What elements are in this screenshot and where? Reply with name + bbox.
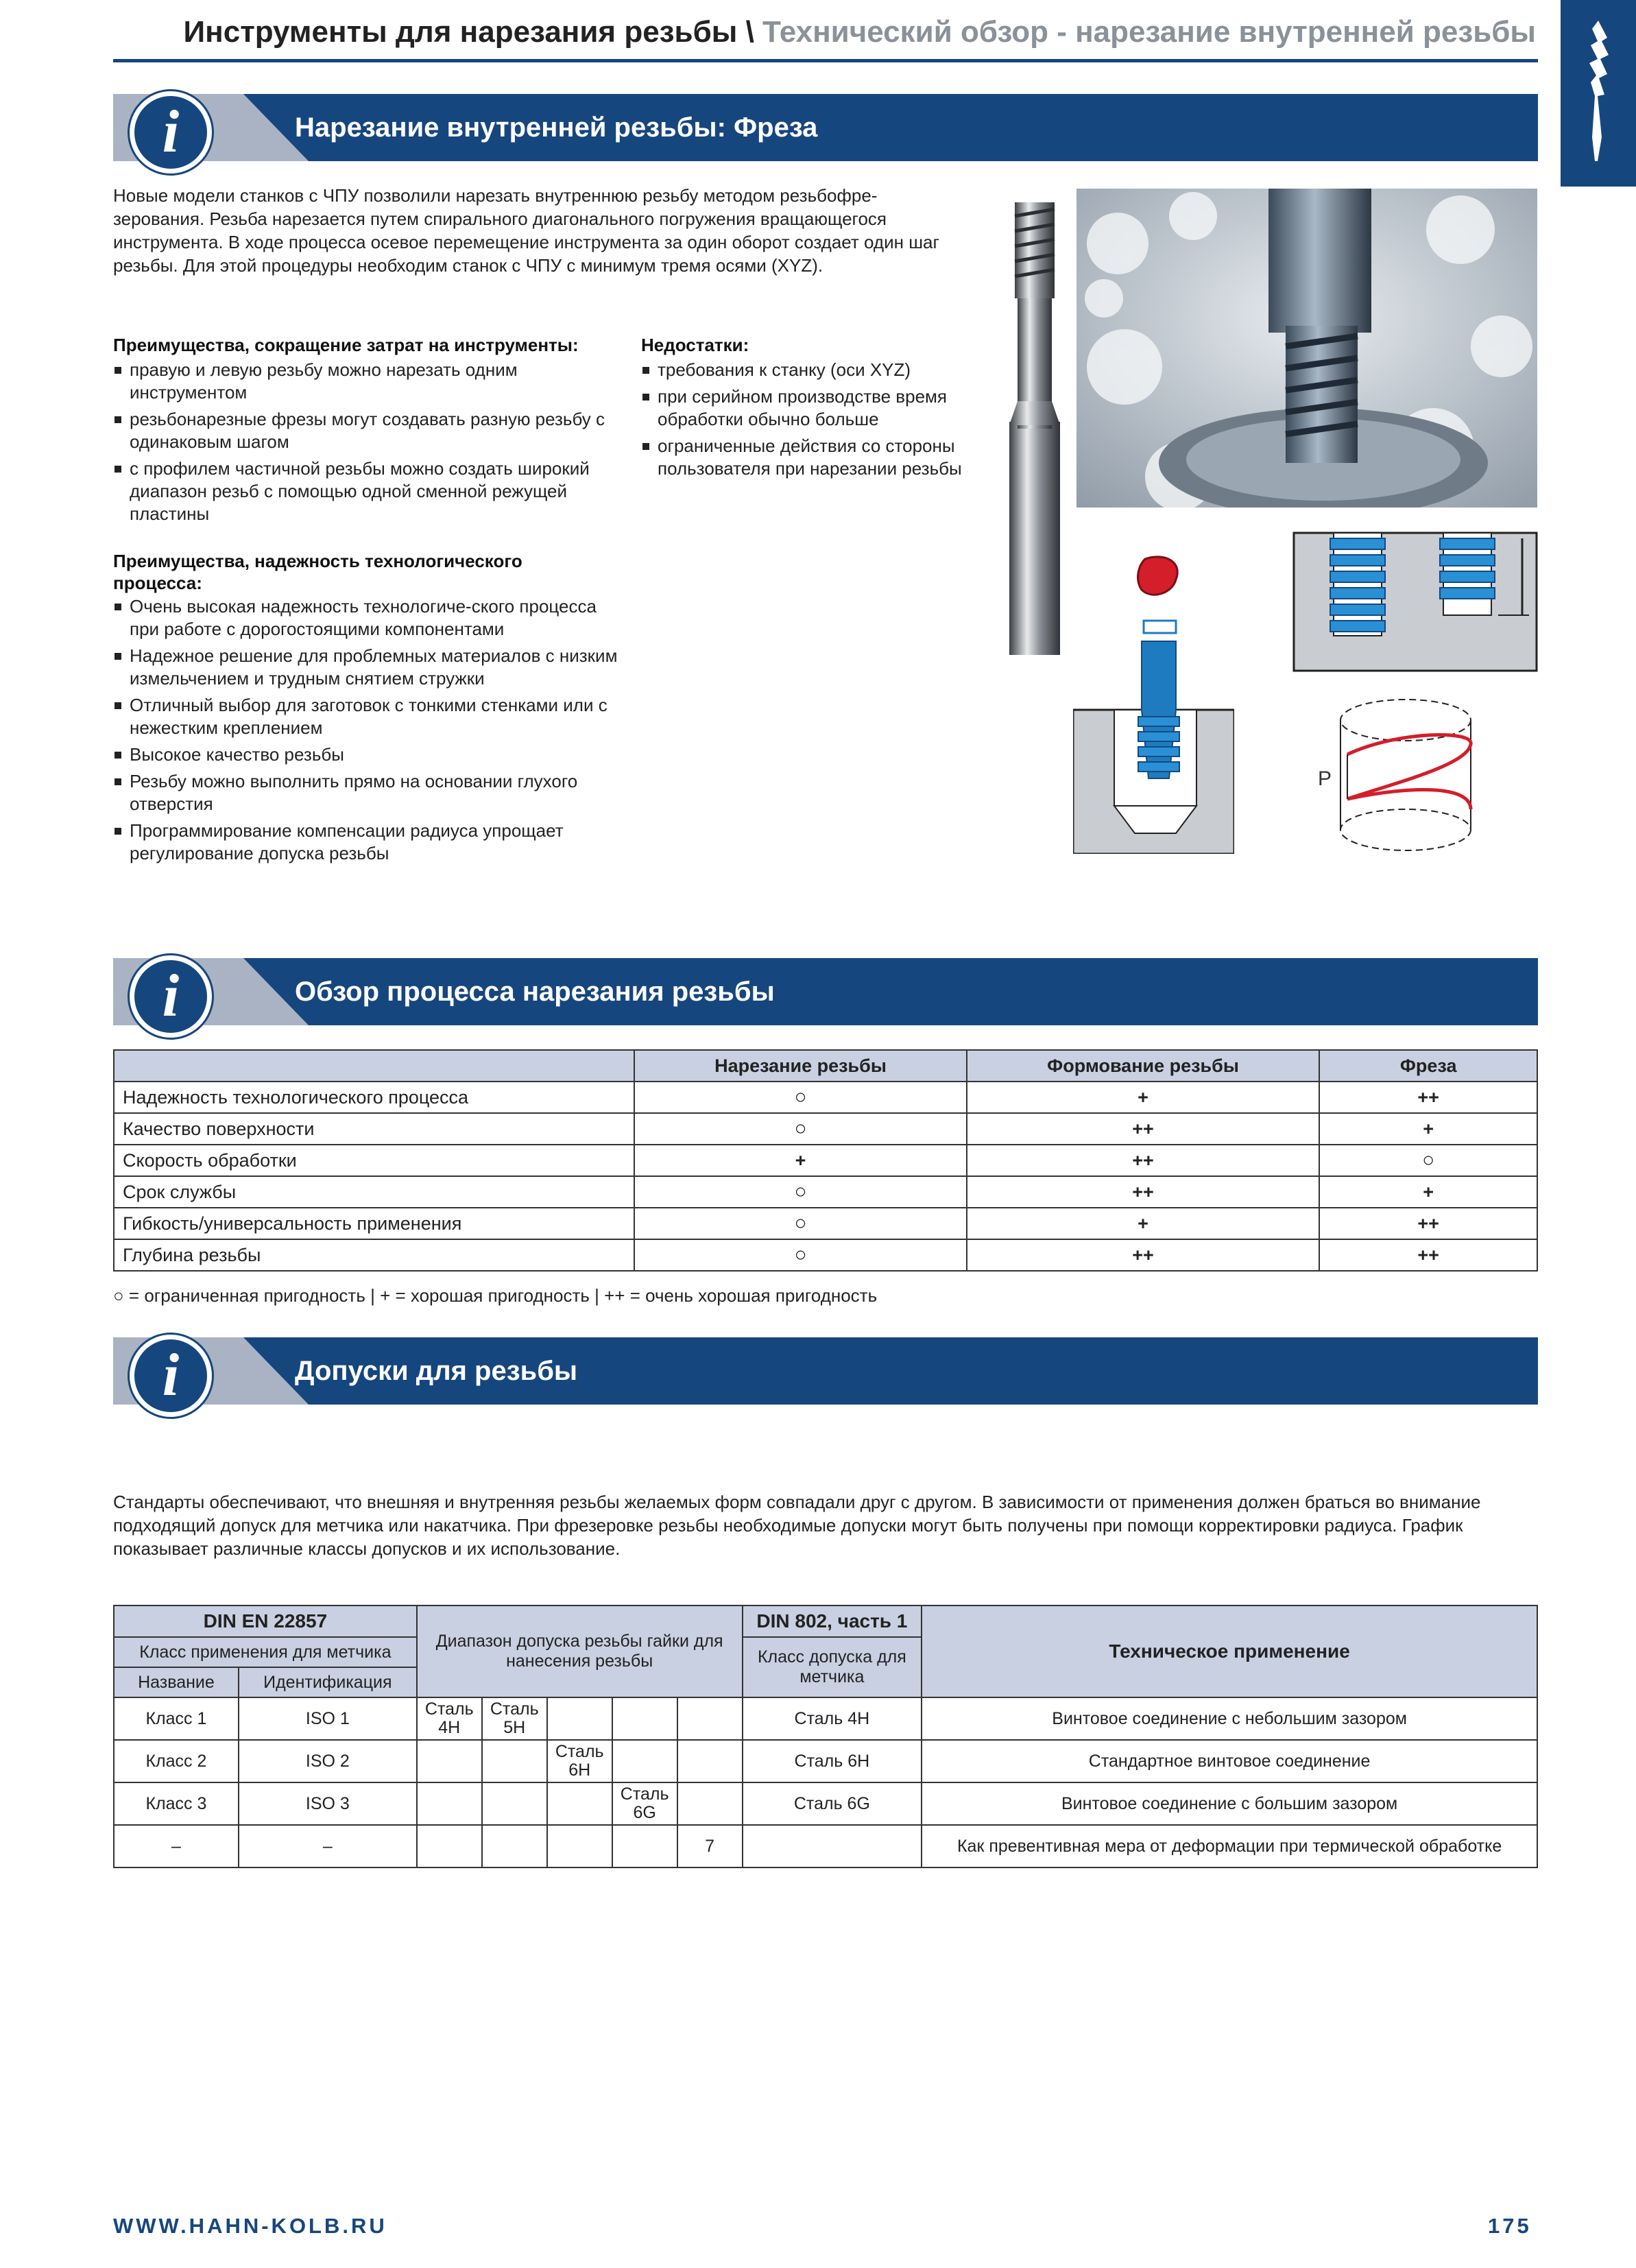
table-cell (612, 1825, 677, 1867)
table-cell (482, 1740, 547, 1782)
table-cell: ISO 3 (239, 1782, 417, 1825)
chapter-tab[interactable] (1561, 0, 1636, 187)
table-cell: – (239, 1825, 417, 1867)
table-cell: Сталь 6G (743, 1782, 922, 1825)
table-cell: + (967, 1082, 1320, 1113)
table-row (114, 1740, 1537, 1782)
table-cell: Класс 1 (114, 1697, 239, 1740)
table-cell: + (634, 1145, 967, 1176)
thread-milling-photo (1076, 189, 1537, 508)
table-cell: ++ (967, 1113, 1320, 1145)
table-header: Нарезание резьбы (634, 1050, 967, 1082)
table-row (114, 1082, 1537, 1113)
disadvantages-block (641, 334, 998, 484)
info-icon: i (130, 1335, 212, 1417)
table-header (114, 1050, 634, 1082)
table-cell (417, 1825, 482, 1867)
tech-app-header: Техническое применение (922, 1605, 1537, 1697)
table-cell: + (1319, 1113, 1537, 1145)
table-row (114, 1145, 1537, 1176)
table-cell: ○ (634, 1208, 967, 1239)
section-title: Обзор процесса нарезания резьбы (295, 977, 775, 1007)
table-cell: Винтовое соединение с большим зазором (922, 1782, 1537, 1825)
section1-intro: Новые модели станков с ЧПУ позволили нарезать внутреннюю резьбу методом резьбофре-зерования. Резьба нарезается путем спирального диагонального погружения вращающегося инструмента. В ходе процесса осевое перемещение инструмента за один оборот создает один шаг резьбы. Для этой процедуры необходим станок с ЧПУ с минимум тремя осями (XYZ). (113, 185, 940, 276)
table-cell: Сталь 4H (743, 1697, 922, 1740)
thread-tolerance-table (113, 1605, 1538, 1868)
table-cell: ++ (967, 1239, 1320, 1271)
advantages-process-heading: Преимущества, надежность технологического процесса: (113, 551, 522, 593)
table-cell: ○ (634, 1176, 967, 1208)
header-sub: Технический обзор - нарезание внутренней резьбы (762, 15, 1536, 49)
table-cell (677, 1697, 743, 1740)
info-icon: i (130, 955, 212, 1038)
table-cell (417, 1782, 482, 1825)
table-cell: Сталь 6G (612, 1782, 677, 1825)
table-cell: – (114, 1825, 239, 1867)
table-row (114, 1239, 1537, 1271)
table-cell (547, 1782, 612, 1825)
table-cell: ++ (967, 1176, 1320, 1208)
table-cell: Класс 3 (114, 1782, 239, 1825)
range-header: Диапазон допуска резьбы гайки для нанесения резьбы (417, 1605, 743, 1697)
section3-intro: Стандарты обеспечивают, что внешняя и внутренняя резьбы желаемых форм совпадали друг с другом. В зависимости от применения должен браться во внимание подходящий допуск для метчика или накатчика. При фрезеровке резьбы необходимые допуски могут быть получены при помощи корректировки радиуса. График показывает различные классы допусков и их использование. (113, 1492, 1481, 1559)
table-cell: Качество поверхности (114, 1113, 634, 1145)
table-cell: Класс 2 (114, 1740, 239, 1782)
helical-path-diagram (1316, 689, 1495, 861)
advantages-tools-list (113, 359, 627, 525)
class-app-header: Класс применения для метчика (114, 1637, 417, 1667)
header-main: Инструменты для нарезания резьбы \ (183, 15, 754, 49)
table-cell (482, 1825, 547, 1867)
advantages-process-block (113, 550, 627, 869)
name-header: Название (114, 1667, 239, 1697)
list-item: Отличный выбор для заготовок с тонкими стенками или с нежестким креплением (113, 694, 627, 739)
table-cell: ○ (1319, 1145, 1537, 1176)
table-cell: Скорость обработки (114, 1145, 634, 1176)
thread-depth-diagram (1292, 532, 1538, 672)
table-cell: ISO 2 (239, 1740, 417, 1782)
disadvantages-list (641, 359, 998, 480)
list-item: Надежное решение для проблемных материалов с низким измельчением и трудным снятием стружки (113, 645, 627, 690)
ident-header: Идентификация (239, 1667, 417, 1697)
list-item: требования к станку (оси XYZ) (641, 359, 998, 381)
table-cell: Сталь 6H (547, 1740, 612, 1782)
list-item: Резьбу можно выполнить прямо на основании глухого отверстия (113, 770, 627, 815)
table-cell: ISO 1 (239, 1697, 417, 1740)
table-cell: Надежность технологического процесса (114, 1082, 634, 1113)
table-cell: 7 (677, 1825, 743, 1867)
info-icon: i (130, 91, 212, 174)
process-comparison-table (113, 1049, 1538, 1272)
list-item: Очень высокая надежность технологиче-ского процесса при работе с дорогостоящими компонентами (113, 595, 627, 641)
table-cell (547, 1825, 612, 1867)
table-cell: ++ (1319, 1208, 1537, 1239)
advantages-process-list (113, 595, 627, 865)
table-header: Формование резьбы (967, 1050, 1320, 1082)
table-cell (743, 1825, 922, 1867)
list-item: с профилем частичной резьбы можно создать широкий диапазон резьб с помощью одной сменной режущей пластины (113, 457, 627, 525)
table-cell: + (1319, 1176, 1537, 1208)
table-cell: Винтовое соединение с небольшим зазором (922, 1697, 1537, 1740)
table-cell (612, 1740, 677, 1782)
section-title: Допуски для резьбы (295, 1356, 578, 1386)
header-rule (113, 59, 1538, 62)
table-cell: ++ (967, 1145, 1320, 1176)
table-cell: Как превентивная мера от деформации при термической обработке (922, 1825, 1537, 1867)
table-cell (547, 1697, 612, 1740)
list-item: ограниченные действия со стороны пользователя при нарезании резьбы (641, 435, 998, 480)
table-cell: Сталь 6H (743, 1740, 922, 1782)
table-cell: Срок службы (114, 1176, 634, 1208)
table-cell: ++ (1319, 1239, 1537, 1271)
list-item: Программирование компенсации радиуса упрощает регулирование допуска резьбы (113, 820, 627, 865)
section-banner-tolerances (113, 1337, 1538, 1409)
din802-header: DIN 802, часть 1 (743, 1605, 922, 1637)
table-legend: ○ = ограниченная пригодность | + = хорошая пригодность | ++ = очень хорошая пригодность (113, 1285, 878, 1306)
drill-icon (1561, 0, 1636, 187)
table-row (114, 1782, 1537, 1825)
table-cell: Сталь 5H (482, 1697, 547, 1740)
table-row (114, 1697, 1537, 1740)
table-cell: Гибкость/универсальность применения (114, 1208, 634, 1239)
table-header: Фреза (1319, 1050, 1537, 1082)
table-row (114, 1176, 1537, 1208)
table-cell: + (967, 1208, 1320, 1239)
table-cell (677, 1782, 743, 1825)
thread-cross-section-diagram (1073, 552, 1234, 854)
table-cell (417, 1740, 482, 1782)
table-row (114, 1208, 1537, 1239)
footer-url[interactable]: WWW.HAHN-KOLB.RU (113, 2214, 387, 2238)
table-cell: ○ (634, 1239, 967, 1271)
advantages-tools-block (113, 334, 627, 529)
section-banner-process-overview (113, 958, 1538, 1029)
table-row (114, 1825, 1537, 1867)
page-header-title (137, 15, 1536, 49)
table-header-row (114, 1050, 1537, 1082)
section-title: Нарезание внутренней резьбы: Фреза (295, 112, 818, 143)
table-cell: Сталь 4H (417, 1697, 482, 1740)
page-number: 175 (1488, 2214, 1532, 2238)
list-item: при серийном производстве время обработки обычно больше (641, 385, 998, 431)
table-cell: Стандартное винтовое соединение (922, 1740, 1537, 1782)
table-cell: ++ (1319, 1082, 1537, 1113)
table-cell: ○ (634, 1082, 967, 1113)
table-cell (677, 1740, 743, 1782)
table-row (114, 1113, 1537, 1145)
pitch-label: P (1318, 767, 1332, 790)
section-banner-thread-milling (113, 94, 1538, 165)
advantages-tools-heading: Преимущества, сокращение затрат на инструменты: (113, 335, 579, 355)
list-item: Высокое качество резьбы (113, 743, 627, 766)
din-en-header: DIN EN 22857 (114, 1605, 417, 1637)
table-header-row (114, 1605, 1537, 1637)
table-cell: ○ (634, 1113, 967, 1145)
disadvantages-heading: Недостатки: (641, 335, 749, 355)
tap-class-header: Класс допуска для метчика (743, 1637, 922, 1697)
thread-mill-tool-image (1008, 189, 1061, 655)
table-cell (482, 1782, 547, 1825)
list-item: резьбонарезные фрезы могут создавать разную резьбу с одинаковым шагом (113, 408, 627, 453)
table-cell: Глубина резьбы (114, 1239, 634, 1271)
table-cell (612, 1697, 677, 1740)
list-item: правую и левую резьбу можно нарезать одним инструментом (113, 359, 627, 404)
